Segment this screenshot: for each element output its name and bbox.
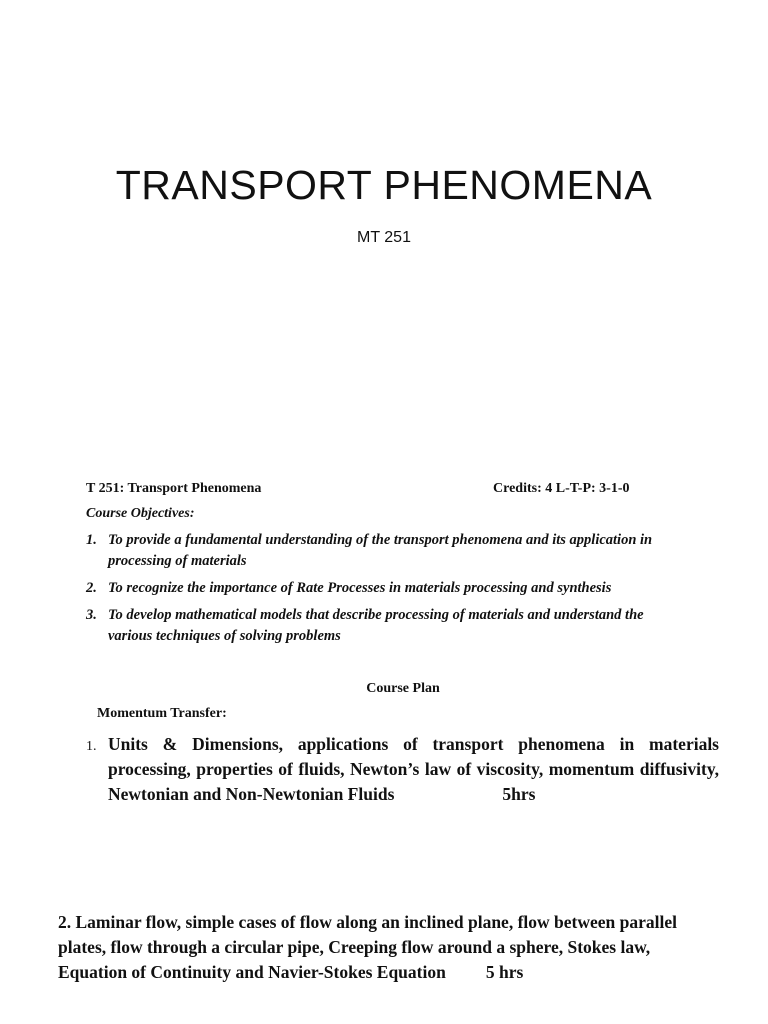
- plan-item-number: 1.: [86, 739, 97, 754]
- plan-item-body: [108, 732, 719, 807]
- plan-item-number: 2.: [58, 912, 72, 932]
- plan-item-text: Units & Dimensions, applications of transport phenomena in materials processing, properties of fluids, Newton’s law of viscosity, momentum diffusivity, Newtonian and Non-Newtonian Fluids: [108, 734, 719, 804]
- plan-item: [58, 910, 718, 985]
- plan-item-text: Laminar flow, simple cases of flow along an inclined plane, flow between parallel plates, flow through a circular pipe, Creeping flow around a sphere, Stokes law, Equation of Continuity and Navier-Stokes Equation: [58, 912, 677, 982]
- plan-item: [86, 732, 719, 807]
- plan-item-hours: 5hrs: [502, 784, 536, 804]
- course-credits: Credits: 4 L-T-P: 3-1-0: [493, 481, 630, 496]
- objectives-heading: Course Objectives:: [86, 506, 195, 521]
- objective-number: 3.: [86, 607, 97, 623]
- objectives-list: [86, 530, 686, 647]
- objective-item: [86, 605, 686, 647]
- objective-item: [86, 530, 686, 572]
- slide-title: TRANSPORT PHENOMENA: [115, 162, 653, 208]
- objective-number: 2.: [86, 580, 97, 596]
- objective-text: To develop mathematical models that describe processing of materials and understand the various techniques of solving problems: [108, 607, 644, 644]
- plan-item-hours: 5 hrs: [485, 962, 524, 982]
- objective-item: [86, 578, 686, 599]
- momentum-transfer-heading: Momentum Transfer:: [97, 706, 227, 721]
- objective-number: 1.: [86, 532, 97, 548]
- course-plan-heading: Course Plan: [366, 681, 440, 696]
- slide-subtitle: MT 251: [357, 229, 411, 246]
- objective-text: To recognize the importance of Rate Processes in materials processing and synthesis: [108, 580, 612, 596]
- course-code: T 251: Transport Phenomena: [86, 481, 262, 496]
- objective-text: To provide a fundamental understanding of the transport phenomena and its application in processing of materials: [108, 532, 653, 569]
